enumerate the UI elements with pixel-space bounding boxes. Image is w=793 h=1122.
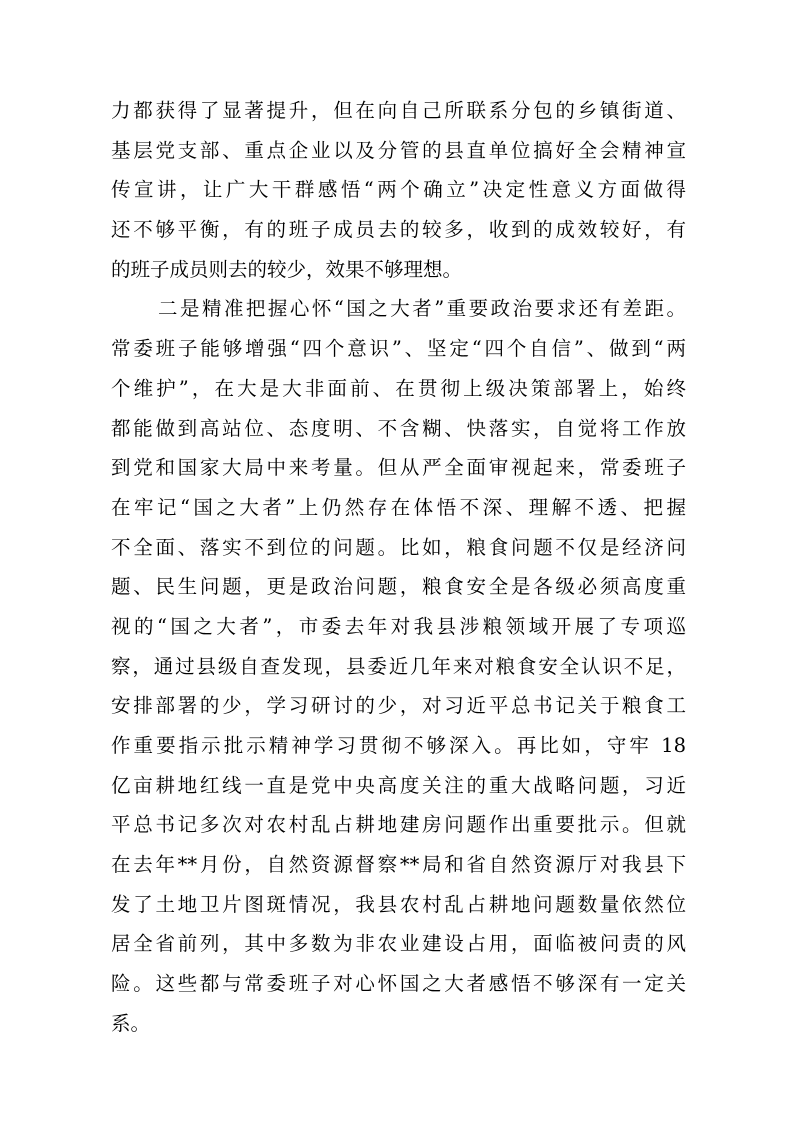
text-line: 常委班子能够增强“四个意识”、坚定“四个自信”、做到“两	[111, 337, 686, 361]
text-line: 力都获得了显著提升，但在向自己所联系分包的乡镇街道、	[111, 99, 686, 122]
text-line: 到党和国家大局中来考量。但从严全面审视起来，常委班子	[111, 456, 686, 480]
text-line: 平总书记多次对农村乱占耕地建房问题作出重要批示。但就	[111, 813, 686, 837]
text-line: 发了土地卫片图斑情况，我县农村乱占耕地问题数量依然位	[111, 892, 686, 916]
document-body	[111, 91, 686, 1044]
text-line: 都能做到高站位、态度明、不含糊、快落实，自觉将工作放	[111, 416, 686, 440]
text-line: 险。这些都与常委班子对心怀国之大者感悟不够深有一定关	[111, 972, 686, 996]
text-line: 二是精准把握心怀“国之大者”重要政治要求还有差距。	[158, 297, 686, 321]
text-line: 还不够平衡，有的班子成员去的较多，收到的成效较好，有	[111, 218, 686, 242]
text-line: 的班子成员则去的较少，效果不够理想。	[111, 257, 463, 281]
paragraph-1	[111, 91, 686, 289]
text-line: 安排部署的少，学习研讨的少，对习近平总书记关于粮食工	[111, 694, 686, 718]
text-line: 在去年**月份，自然资源督察**局和省自然资源厅对我县下	[111, 853, 686, 877]
text-line: 在牢记“国之大者”上仍然存在体悟不深、理解不透、把握	[111, 495, 686, 519]
text-line: 系。	[111, 1011, 151, 1035]
text-line: 基层党支部、重点企业以及分管的县直单位搞好全会精神宣	[111, 138, 686, 162]
text-line: 题、民生问题，更是政治问题，粮食安全是各级必须高度重	[111, 575, 686, 599]
text-line: 居全省前列，其中多数为非农业建设占用，面临被问责的风	[111, 932, 686, 956]
paragraph-2	[111, 289, 686, 1043]
text-line: 视的“国之大者”，市委去年对我县涉粮领域开展了专项巡	[111, 614, 686, 638]
text-line: 传宣讲，让广大干群感悟“两个确立”决定性意义方面做得	[111, 178, 686, 202]
text-line: 个维护”，在大是大非面前、在贯彻上级决策部署上，始终	[111, 376, 686, 400]
text-line: 亿亩耕地红线一直是党中央高度关注的重大战略问题，习近	[111, 773, 686, 797]
text-line: 察，通过县级自查发现，县委近几年来对粮食安全认识不足，	[111, 654, 686, 678]
text-line: 作重要指示批示精神学习贯彻不够深入。再比如，守牢 18	[111, 734, 686, 757]
text-line: 不全面、落实不到位的问题。比如，粮食问题不仅是经济问	[111, 535, 686, 559]
